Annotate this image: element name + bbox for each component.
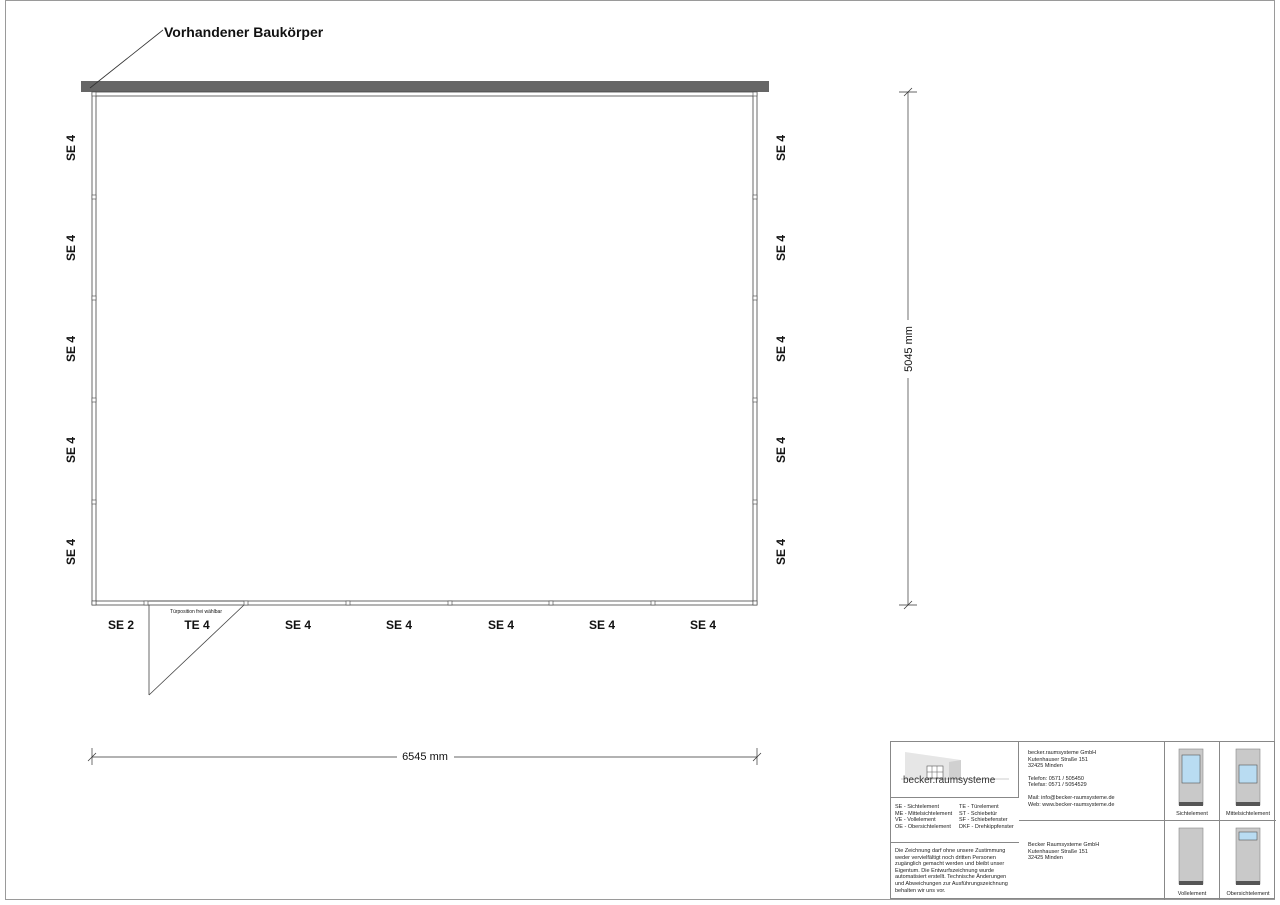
- company-logo: becker.raumsysteme: [903, 775, 996, 786]
- wall-joint: [144, 601, 148, 605]
- wall-label: SE 4: [64, 134, 78, 162]
- wall-label: SE 4: [487, 618, 515, 632]
- legend-item: TE - Türelement: [959, 804, 999, 810]
- wall-joint: [753, 92, 757, 96]
- element-caption: Sichtelement: [1176, 811, 1208, 817]
- wall-joint: [753, 296, 757, 300]
- disclaimer: Die Zeichnung darf ohne unsere Zustimmung weder vervielfältigt noch dritten Personen zugänglich gemacht werden und bleibt unser Eigentum. Die Entwurfszeichnung wurde automatisiert erstellt. Technische Änderungen und Abweichungen zur Ausführungszeichnung behalten wir uns vor.: [895, 848, 1008, 894]
- website: Web: www.becker-raumsysteme.de: [1028, 801, 1115, 808]
- mittelsichtelement-icon: [1234, 747, 1264, 809]
- door-note: Türposition frei wählbar: [170, 609, 222, 615]
- legend-item: SF - Schiebefenster: [959, 817, 1008, 824]
- existing-building-bar: [81, 81, 769, 92]
- legend-item: ME - Mittelsichtelement: [895, 810, 953, 817]
- walls: [92, 92, 757, 605]
- logo-cell: [891, 742, 1019, 798]
- wall-label: TE 4: [184, 618, 210, 632]
- wall-joint: [92, 195, 96, 199]
- element-vollelement: [1165, 821, 1220, 900]
- wall-joint: [92, 601, 96, 605]
- wall-label: SE 4: [64, 436, 78, 464]
- vollelement-icon: [1177, 826, 1207, 888]
- company-name: Becker Raumsysteme GmbH: [1028, 842, 1100, 848]
- wall-label: SE 4: [774, 436, 788, 464]
- wall-label: SE 2: [107, 618, 135, 632]
- legend-item: SE - Sichtelement: [895, 804, 940, 810]
- element-mittelsichtelement: [1220, 742, 1276, 821]
- depth-dimension: 5045 mm: [903, 326, 915, 372]
- wall-joint: [92, 296, 96, 300]
- width-dimension: 6545 mm: [402, 751, 448, 763]
- legend-item: DKF - Drehkippfenster: [959, 823, 1014, 830]
- wall-joint: [753, 398, 757, 402]
- wall-label: SE 4: [774, 538, 788, 566]
- sichtelement-icon: [1177, 747, 1207, 809]
- door-swing: [149, 601, 244, 695]
- wall-joint: [92, 398, 96, 402]
- legend-item: OE - Obersichtelement: [895, 823, 951, 830]
- element-caption: Vollelement: [1177, 891, 1207, 897]
- existing-building-label: Vorhandener Baukörper: [164, 24, 324, 40]
- element-sichtelement: [1165, 742, 1220, 821]
- wall-label: SE 4: [774, 234, 788, 262]
- wall-joint: [753, 500, 757, 504]
- address-column: [1019, 742, 1165, 900]
- divider: [891, 842, 1019, 843]
- left-wall-labels: [64, 135, 78, 565]
- wall-label: SE 4: [689, 618, 717, 632]
- company-street: Kutenhauser Straße 151: [1028, 756, 1088, 763]
- company-street: Kutenhauser Straße 151: [1028, 848, 1088, 855]
- company-city: 32425 Minden: [1028, 855, 1063, 862]
- company-name: becker.raumsysteme GmbH: [1028, 750, 1097, 756]
- wall-label: SE 4: [588, 618, 616, 632]
- wall-joint: [92, 92, 96, 96]
- wall-joint: [549, 601, 553, 605]
- element-caption: Obersichtelement: [1226, 891, 1270, 897]
- wall-joint: [753, 601, 757, 605]
- wall-label: SE 4: [774, 134, 788, 162]
- legend-item: ST - Schiebetür: [959, 810, 998, 817]
- wall-label: SE 4: [64, 538, 78, 566]
- wall-joint: [651, 601, 655, 605]
- fax: Telefax: 0571 / 5054529: [1028, 782, 1087, 789]
- wall-label: SE 4: [64, 335, 78, 363]
- wall-joints: [92, 92, 757, 605]
- obersichtelement-icon: [1234, 826, 1264, 888]
- wall-joint: [244, 601, 248, 605]
- legend-item: VE - Vollelement: [895, 817, 936, 824]
- title-block: [890, 741, 1275, 899]
- wall-joint: [448, 601, 452, 605]
- mail: Mail: info@becker-raumsysteme.de: [1028, 794, 1115, 801]
- wall-label: SE 4: [385, 618, 413, 632]
- leader-line: [90, 30, 163, 88]
- company-city: 32425 Minden: [1028, 763, 1063, 770]
- wall-joint: [92, 500, 96, 504]
- wall-joint: [753, 195, 757, 199]
- wall-label: SE 4: [284, 618, 312, 632]
- wall-joint: [346, 601, 350, 605]
- wall-label: SE 4: [774, 335, 788, 363]
- element-obersichtelement: [1220, 821, 1276, 900]
- phone: Telefon: 0571 / 505450: [1028, 775, 1084, 782]
- front-wall-labels: [108, 618, 716, 632]
- element-caption: Mittelsichtelement: [1225, 811, 1271, 817]
- right-wall-labels: [774, 135, 788, 565]
- wall-label: SE 4: [64, 234, 78, 262]
- legend: [895, 804, 1019, 844]
